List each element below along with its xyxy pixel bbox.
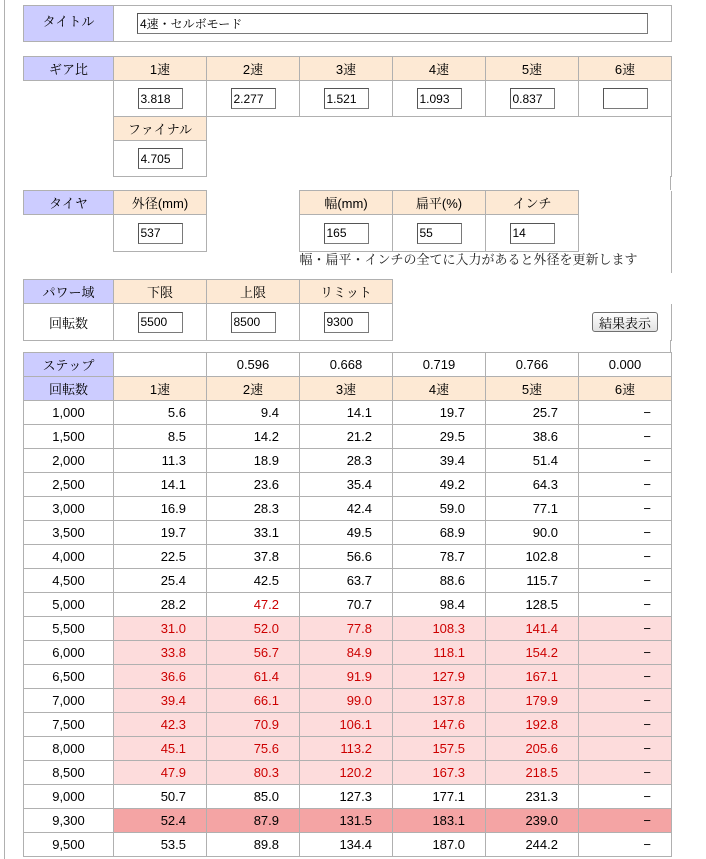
speed-gear-2: 37.8 <box>207 545 300 569</box>
result-row <box>24 521 672 545</box>
speed-gear-3: 14.1 <box>300 401 393 425</box>
speed-gear-3: 120.2 <box>300 761 393 785</box>
result-rpm: 1,000 <box>24 401 114 425</box>
speed-gear-1: 42.3 <box>114 713 207 737</box>
step-value-4: 0.719 <box>393 353 486 377</box>
speed-gear-4: 29.5 <box>393 425 486 449</box>
result-table <box>23 352 672 857</box>
result-rpm: 5,000 <box>24 593 114 617</box>
speed-gear-1: 19.7 <box>114 521 207 545</box>
result-rpm: 6,000 <box>24 641 114 665</box>
gear-ratio-cell-5 <box>486 81 579 117</box>
result-rpm: 8,000 <box>24 737 114 761</box>
result-header-2: 2速 <box>207 377 300 401</box>
speed-gear-5: 51.4 <box>486 449 579 473</box>
speed-gear-2: 47.2 <box>207 593 300 617</box>
speed-gear-4: 39.4 <box>393 449 486 473</box>
result-row <box>24 617 672 641</box>
tire-diameter-label: 外径(mm) <box>114 191 207 215</box>
empty-cell <box>393 280 672 304</box>
speed-gear-6: − <box>579 713 672 737</box>
result-rpm: 7,500 <box>24 713 114 737</box>
speed-gear-4: 59.0 <box>393 497 486 521</box>
result-row <box>24 497 672 521</box>
speed-gear-3: 56.6 <box>300 545 393 569</box>
power-upper-cell <box>207 304 300 341</box>
empty-cell <box>24 117 114 141</box>
result-rpm: 3,000 <box>24 497 114 521</box>
speed-gear-1: 22.5 <box>114 545 207 569</box>
speed-gear-6: − <box>579 521 672 545</box>
result-row <box>24 449 672 473</box>
power-upper-input[interactable] <box>231 312 276 333</box>
gear-header-5: 5速 <box>486 57 579 81</box>
tire-diameter-input[interactable] <box>138 223 183 244</box>
speed-gear-6: − <box>579 545 672 569</box>
speed-gear-3: 35.4 <box>300 473 393 497</box>
power-upper-label: 上限 <box>207 280 300 304</box>
speed-gear-3: 63.7 <box>300 569 393 593</box>
result-rpm: 2,000 <box>24 449 114 473</box>
speed-gear-5: 231.3 <box>486 785 579 809</box>
speed-gear-3: 42.4 <box>300 497 393 521</box>
result-rpm-label: 回転数 <box>24 377 114 401</box>
result-header-1: 1速 <box>114 377 207 401</box>
speed-gear-6: − <box>579 833 672 857</box>
power-lower-label: 下限 <box>114 280 207 304</box>
speed-gear-6: − <box>579 641 672 665</box>
step-value-2: 0.596 <box>207 353 300 377</box>
empty-cell <box>24 81 114 117</box>
speed-gear-3: 134.4 <box>300 833 393 857</box>
result-row <box>24 737 672 761</box>
speed-gear-1: 45.1 <box>114 737 207 761</box>
speed-gear-3: 106.1 <box>300 713 393 737</box>
speed-gear-4: 147.6 <box>393 713 486 737</box>
power-lower-input[interactable] <box>138 312 183 333</box>
power-limit-label: リミット <box>300 280 393 304</box>
tire-width-label: 幅(mm) <box>300 191 393 215</box>
speed-gear-2: 61.4 <box>207 665 300 689</box>
show-results-button[interactable]: 結果表示 <box>592 312 658 332</box>
result-row <box>24 665 672 689</box>
tire-width-cell <box>300 215 393 252</box>
frame-right-segment <box>670 176 671 190</box>
speed-gear-3: 77.8 <box>300 617 393 641</box>
button-cell <box>393 304 672 341</box>
result-row <box>24 401 672 425</box>
gear-ratio-cell-2 <box>207 81 300 117</box>
gear-ratio-input-2[interactable] <box>231 88 276 109</box>
result-row <box>24 425 672 449</box>
gear-ratio-input-6[interactable] <box>603 88 648 109</box>
result-row <box>24 809 672 833</box>
speed-gear-6: − <box>579 425 672 449</box>
speed-gear-4: 68.9 <box>393 521 486 545</box>
speed-gear-5: 128.5 <box>486 593 579 617</box>
gear-ratio-input-5[interactable] <box>510 88 555 109</box>
speed-gear-2: 70.9 <box>207 713 300 737</box>
speed-gear-2: 75.6 <box>207 737 300 761</box>
speed-gear-2: 9.4 <box>207 401 300 425</box>
speed-gear-5: 167.1 <box>486 665 579 689</box>
gear-ratio-cell-6 <box>579 81 672 117</box>
result-row <box>24 545 672 569</box>
empty-cell <box>579 215 672 252</box>
speed-gear-5: 64.3 <box>486 473 579 497</box>
result-rpm: 9,000 <box>24 785 114 809</box>
speed-gear-6: − <box>579 401 672 425</box>
tire-label: タイヤ <box>24 191 114 215</box>
empty-cell <box>207 141 579 177</box>
gear-ratio-input-4[interactable] <box>417 88 462 109</box>
empty-cell <box>24 215 114 252</box>
title-input[interactable] <box>137 13 648 34</box>
speed-gear-2: 66.1 <box>207 689 300 713</box>
speed-gear-6: − <box>579 617 672 641</box>
gear-ratio-table <box>23 56 672 177</box>
tire-inch-cell <box>486 215 579 252</box>
speed-gear-6: − <box>579 689 672 713</box>
result-rpm: 2,500 <box>24 473 114 497</box>
speed-gear-1: 16.9 <box>114 497 207 521</box>
result-row <box>24 785 672 809</box>
speed-gear-6: − <box>579 761 672 785</box>
power-limit-input[interactable] <box>324 312 369 333</box>
gear-header-4: 4速 <box>393 57 486 81</box>
gear-ratio-cell-1 <box>114 81 207 117</box>
speed-gear-4: 187.0 <box>393 833 486 857</box>
empty-cell <box>207 117 579 141</box>
speed-gear-2: 18.9 <box>207 449 300 473</box>
result-header-row <box>24 377 672 401</box>
gear-ratio-label: ギア比 <box>24 57 114 81</box>
gear-header-3: 3速 <box>300 57 393 81</box>
speed-gear-3: 99.0 <box>300 689 393 713</box>
speed-gear-1: 14.1 <box>114 473 207 497</box>
speed-gear-4: 49.2 <box>393 473 486 497</box>
empty-cell <box>207 215 300 252</box>
tire-table <box>23 190 672 273</box>
speed-gear-3: 131.5 <box>300 809 393 833</box>
empty-cell <box>24 252 300 273</box>
speed-gear-5: 179.9 <box>486 689 579 713</box>
speed-gear-2: 80.3 <box>207 761 300 785</box>
tire-inch-input[interactable] <box>510 223 555 244</box>
speed-gear-1: 52.4 <box>114 809 207 833</box>
result-row <box>24 473 672 497</box>
speed-gear-6: − <box>579 665 672 689</box>
result-header-6: 6速 <box>579 377 672 401</box>
step-value-3: 0.668 <box>300 353 393 377</box>
step-value-1 <box>114 353 207 377</box>
speed-gear-1: 8.5 <box>114 425 207 449</box>
gear-ratio-cell-4 <box>393 81 486 117</box>
tire-aspect-label: 扁平(%) <box>393 191 486 215</box>
speed-gear-2: 42.5 <box>207 569 300 593</box>
speed-gear-4: 177.1 <box>393 785 486 809</box>
title-label: タイトル <box>24 6 114 42</box>
step-label: ステップ <box>24 353 114 377</box>
speed-gear-6: − <box>579 785 672 809</box>
frame-right-segment <box>670 340 671 352</box>
speed-gear-3: 127.3 <box>300 785 393 809</box>
speed-gear-6: − <box>579 809 672 833</box>
speed-gear-4: 98.4 <box>393 593 486 617</box>
speed-gear-3: 49.5 <box>300 521 393 545</box>
result-row <box>24 713 672 737</box>
result-header-5: 5速 <box>486 377 579 401</box>
result-rpm: 7,000 <box>24 689 114 713</box>
speed-gear-5: 90.0 <box>486 521 579 545</box>
speed-gear-5: 38.6 <box>486 425 579 449</box>
speed-gear-4: 19.7 <box>393 401 486 425</box>
gear-ratio-input-3[interactable] <box>324 88 369 109</box>
title-input-cell <box>114 6 672 42</box>
speed-gear-3: 113.2 <box>300 737 393 761</box>
result-header-4: 4速 <box>393 377 486 401</box>
final-drive-input[interactable] <box>138 148 183 169</box>
speed-gear-1: 36.6 <box>114 665 207 689</box>
speed-gear-5: 154.2 <box>486 641 579 665</box>
speed-gear-1: 47.9 <box>114 761 207 785</box>
power-band-table <box>23 279 672 341</box>
speed-gear-4: 157.5 <box>393 737 486 761</box>
speed-gear-6: − <box>579 737 672 761</box>
tire-aspect-input[interactable] <box>417 223 462 244</box>
gear-ratio-cell-3 <box>300 81 393 117</box>
speed-gear-5: 244.2 <box>486 833 579 857</box>
step-row <box>24 353 672 377</box>
gear-header-2: 2速 <box>207 57 300 81</box>
result-rpm: 3,500 <box>24 521 114 545</box>
result-rpm: 4,000 <box>24 545 114 569</box>
speed-gear-2: 33.1 <box>207 521 300 545</box>
result-rpm: 1,500 <box>24 425 114 449</box>
step-value-5: 0.766 <box>486 353 579 377</box>
speed-gear-1: 5.6 <box>114 401 207 425</box>
power-rpm-label: 回転数 <box>24 304 114 341</box>
result-header-3: 3速 <box>300 377 393 401</box>
empty-cell <box>579 191 672 215</box>
speed-gear-2: 28.3 <box>207 497 300 521</box>
speed-gear-1: 33.8 <box>114 641 207 665</box>
result-rpm: 5,500 <box>24 617 114 641</box>
result-row <box>24 761 672 785</box>
speed-gear-4: 88.6 <box>393 569 486 593</box>
page-frame-left <box>4 0 5 859</box>
speed-gear-6: − <box>579 449 672 473</box>
speed-gear-2: 14.2 <box>207 425 300 449</box>
speed-gear-2: 87.9 <box>207 809 300 833</box>
tire-diameter-cell <box>114 215 207 252</box>
result-rpm: 9,300 <box>24 809 114 833</box>
speed-gear-4: 127.9 <box>393 665 486 689</box>
speed-gear-3: 84.9 <box>300 641 393 665</box>
result-rpm: 6,500 <box>24 665 114 689</box>
speed-gear-4: 118.1 <box>393 641 486 665</box>
speed-gear-3: 28.3 <box>300 449 393 473</box>
tire-note: 幅・扁平・インチの全てに入力があると外径を更新します <box>300 252 672 273</box>
result-row <box>24 593 672 617</box>
speed-gear-5: 115.7 <box>486 569 579 593</box>
speed-gear-4: 78.7 <box>393 545 486 569</box>
final-drive-cell <box>114 141 207 177</box>
speed-gear-5: 218.5 <box>486 761 579 785</box>
speed-gear-1: 39.4 <box>114 689 207 713</box>
power-band-label: パワー域 <box>24 280 114 304</box>
step-value-6: 0.000 <box>579 353 672 377</box>
speed-gear-2: 56.7 <box>207 641 300 665</box>
speed-gear-1: 50.7 <box>114 785 207 809</box>
speed-gear-6: − <box>579 497 672 521</box>
speed-gear-4: 167.3 <box>393 761 486 785</box>
speed-gear-6: − <box>579 569 672 593</box>
speed-gear-2: 52.0 <box>207 617 300 641</box>
final-drive-label: ファイナル <box>114 117 207 141</box>
speed-gear-1: 28.2 <box>114 593 207 617</box>
speed-gear-2: 23.6 <box>207 473 300 497</box>
result-rpm: 4,500 <box>24 569 114 593</box>
tire-inch-label: インチ <box>486 191 579 215</box>
speed-gear-2: 89.8 <box>207 833 300 857</box>
gear-header-6: 6速 <box>579 57 672 81</box>
speed-gear-6: − <box>579 473 672 497</box>
power-lower-cell <box>114 304 207 341</box>
speed-gear-1: 53.5 <box>114 833 207 857</box>
result-row <box>24 833 672 857</box>
result-row <box>24 569 672 593</box>
empty-cell <box>207 191 300 215</box>
speed-gear-3: 21.2 <box>300 425 393 449</box>
speed-gear-5: 239.0 <box>486 809 579 833</box>
title-table <box>23 5 672 42</box>
speed-gear-5: 25.7 <box>486 401 579 425</box>
empty-cell <box>579 117 672 141</box>
speed-gear-3: 70.7 <box>300 593 393 617</box>
result-row <box>24 689 672 713</box>
power-limit-cell <box>300 304 393 341</box>
tire-width-input[interactable] <box>324 223 369 244</box>
speed-gear-5: 192.8 <box>486 713 579 737</box>
speed-gear-2: 85.0 <box>207 785 300 809</box>
speed-gear-4: 108.3 <box>393 617 486 641</box>
speed-gear-1: 11.3 <box>114 449 207 473</box>
result-rpm: 8,500 <box>24 761 114 785</box>
gear-header-1: 1速 <box>114 57 207 81</box>
empty-cell <box>579 141 672 177</box>
result-row <box>24 641 672 665</box>
speed-gear-3: 91.9 <box>300 665 393 689</box>
speed-gear-6: − <box>579 593 672 617</box>
result-rpm: 9,500 <box>24 833 114 857</box>
speed-gear-4: 137.8 <box>393 689 486 713</box>
speed-gear-5: 102.8 <box>486 545 579 569</box>
speed-gear-1: 31.0 <box>114 617 207 641</box>
speed-gear-1: 25.4 <box>114 569 207 593</box>
gear-ratio-input-1[interactable] <box>138 88 183 109</box>
empty-cell <box>24 141 114 177</box>
speed-gear-5: 77.1 <box>486 497 579 521</box>
tire-aspect-cell <box>393 215 486 252</box>
speed-gear-5: 141.4 <box>486 617 579 641</box>
speed-gear-5: 205.6 <box>486 737 579 761</box>
speed-gear-4: 183.1 <box>393 809 486 833</box>
result-rows <box>24 401 672 857</box>
